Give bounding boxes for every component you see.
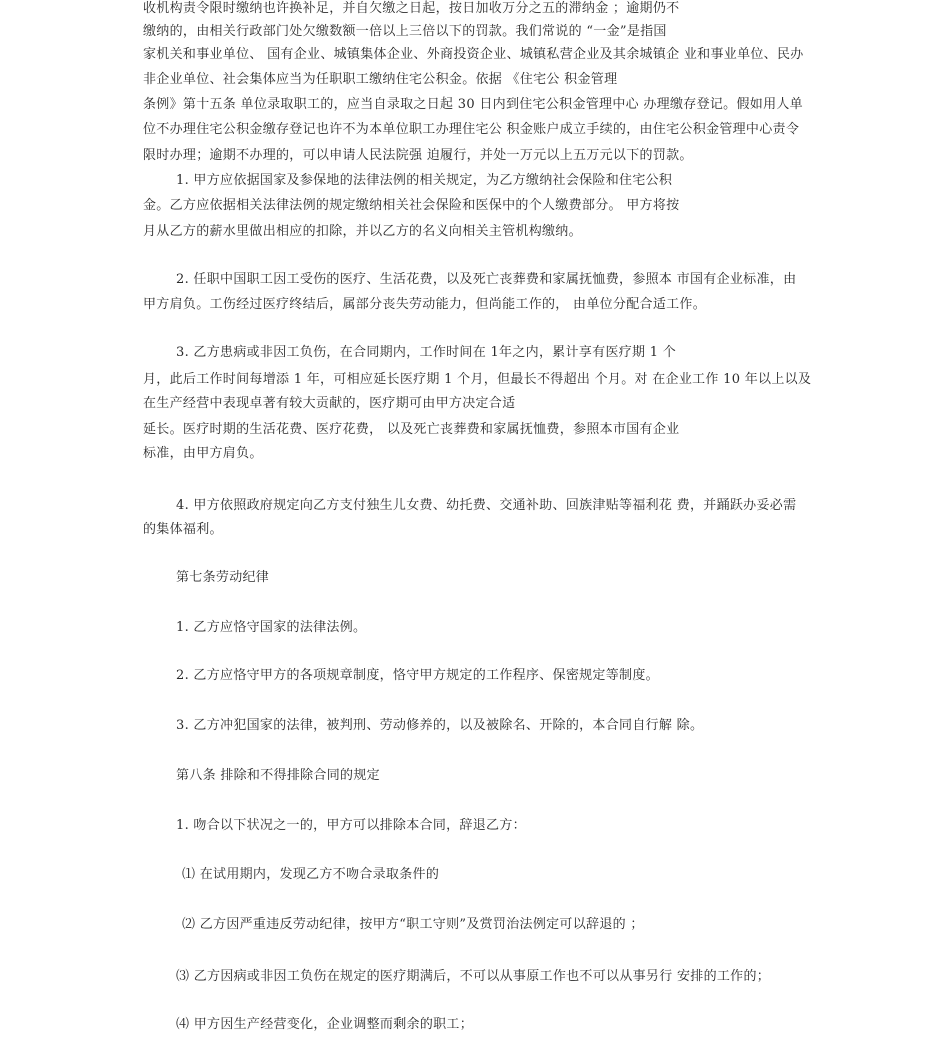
text-line: ⑴ 在试用期内，发现乙方不吻合录取条件的 bbox=[182, 867, 440, 882]
text-line: 延长。医疗时期的生活花费、医疗花费， 以及死亡丧葬费和家属抚恤费，参照本市国有企业 bbox=[143, 422, 680, 437]
text-line: 4. 甲方依照政府规定向乙方支付独生儿女费、幼托费、交通补助、回族津贴等福利花 费，并踊跃办妥必需 bbox=[176, 498, 797, 513]
text-line: 非企业单位、社会集体应当为任职职工缴纳住宅公积金。依据 《住宅公 积金管理 bbox=[143, 72, 618, 87]
text-line: 3. 乙方患病或非因工负伤，在合同期内，工作时间在 1年之内，累计享有医疗期 1 个 bbox=[176, 345, 677, 360]
text-line: 3. 乙方冲犯国家的法律，被判刑、劳动修养的，以及被除名、开除的，本合同自行解 除。 bbox=[176, 718, 704, 733]
text-line: 位不办理住宅公积金缴存登记也许不为本单位职工办理住宅公 积金账户成立手续的，由住宅公积金管理中心责令 bbox=[143, 122, 800, 137]
text-line: ⑶ 乙方因病或非因工负伤在规定的医疗期满后，不可以从事原工作也不可以从事另行 安排的工作的； bbox=[176, 969, 771, 984]
text-line: 在生产经营中表现卓著有较大贡献的，医疗期可由甲方决定合适 bbox=[143, 396, 516, 411]
text-line: 缴纳的，由相关行政部门处欠缴数额一倍以上三倍以下的罚款。我们常说的 “一金”是指国 bbox=[143, 24, 667, 39]
text-line: 月从乙方的薪水里做出相应的扣除，并以乙方的名义向相关主管机构缴纳。 bbox=[143, 224, 582, 239]
text-line: 1. 乙方应恪守国家的法律法例。 bbox=[176, 620, 367, 635]
text-line: 的集体福利。 bbox=[143, 522, 223, 537]
text-line: 家机关和事业单位、 国有企业、城镇集体企业、外商投资企业、城镇私营企业及其余城镇企 业和事业单位、民办 bbox=[143, 47, 804, 62]
text-line: 条例》第十五条 单位录取职工的，应当自录取之日起 30 日内到住宅公积金管理中心 办理缴存登记。假如用人单 bbox=[143, 97, 803, 112]
text-line: 限时办理；逾期不办理的，可以申请人民法院强 迫履行，并处一万元以上五万元以下的罚款。 bbox=[143, 148, 693, 163]
text-line: 甲方肩负。工伤经过医疗终结后，属部分丧失劳动能力，但尚能工作的， 由单位分配合适工作。 bbox=[143, 297, 707, 312]
text-line: 金。乙方应依据相关法律法例的规定缴纳相关社会保险和医保中的个人缴费部分。 甲方将按 bbox=[143, 198, 680, 213]
text-line: ⑵ 乙方因严重违反劳动纪律，按甲方“职工守则”及赏罚治法例定可以辞退的 ； bbox=[182, 917, 644, 932]
section-heading: 第八条 排除和不得排除合同的规定 bbox=[176, 768, 380, 783]
text-line: 2. 乙方应恪守甲方的各项规章制度，恪守甲方规定的工作程序、保密规定等制度。 bbox=[176, 668, 659, 683]
text-line: 标准，由甲方肩负。 bbox=[143, 446, 263, 461]
text-line: 1. 甲方应依据国家及参保地的法律法例的相关规定，为乙方缴纳社会保险和住宅公积 bbox=[176, 173, 673, 188]
text-line: ⑷ 甲方因生产经营变化，企业调整而剩余的职工； bbox=[176, 1017, 474, 1032]
text-line: 月，此后工作时间每增添 1 年，可相应延长医疗期 1 个月，但最长不得超出 个月。对 在企业工作 10 年以上以及 bbox=[143, 372, 812, 387]
text-line: 1. 吻合以下状况之一的，甲方可以排除本合同，辞退乙方： bbox=[176, 818, 526, 833]
section-heading: 第七条劳动纪律 bbox=[176, 570, 270, 585]
text-line: 2. 任职中国职工因工受伤的医疗、生活花费，以及死亡丧葬费和家属抚恤费，参照本 市国有企业标准，由 bbox=[176, 272, 797, 287]
text-line: 收机构责令限时缴纳也许换补足，并自欠缴之日起，按日加收万分之五的滞纳金 ；逾期仍不 bbox=[143, 1, 680, 16]
